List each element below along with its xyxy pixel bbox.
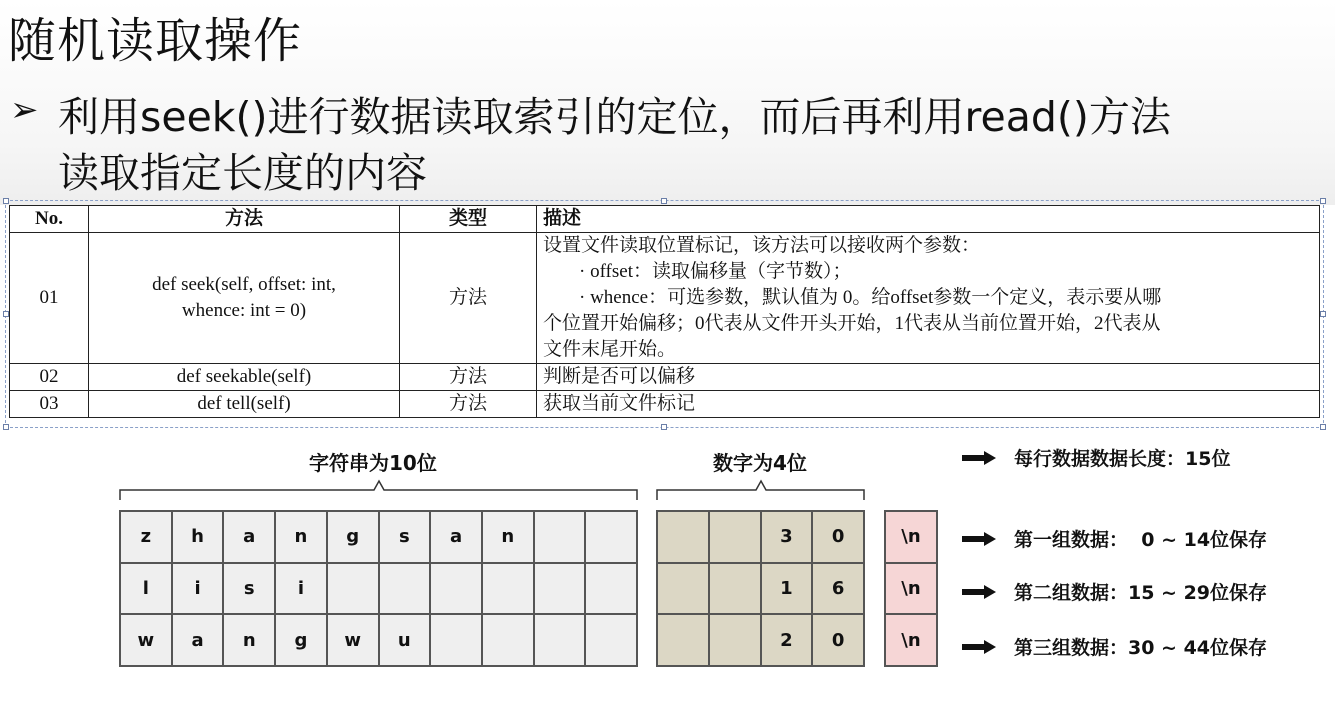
bullet-text-line-2: 读取指定长度的内容 — [58, 149, 427, 197]
string-grid — [119, 510, 638, 667]
note-group-1 — [962, 525, 1267, 552]
number-digit-cell — [709, 614, 761, 666]
desc-line: · offset：读取偏移量（字节数）； — [579, 261, 852, 282]
row-method: def seekable(self) — [89, 364, 400, 391]
bullet-arrow-icon: ➢ — [10, 90, 39, 130]
number-digit-cell — [657, 563, 709, 615]
row-type: 方法 — [400, 233, 537, 364]
row-desc: 判断是否可以偏移 — [537, 364, 1320, 391]
resize-handle[interactable] — [1320, 198, 1326, 204]
row-desc: 获取当前文件标记 — [537, 391, 1320, 418]
note-text: 第一组数据： 0 ~ 14位保存 — [1014, 529, 1268, 551]
number-digit-cell: 0 — [812, 511, 864, 563]
string-char-cell: i — [172, 563, 224, 615]
string-char-cell: n — [223, 614, 275, 666]
string-char-cell — [534, 614, 586, 666]
note-row-length — [962, 444, 1230, 471]
number-digit-cell — [709, 511, 761, 563]
number-digit-cell — [657, 511, 709, 563]
string-char-cell: a — [172, 614, 224, 666]
number-digit-cell: 3 — [761, 511, 813, 563]
newline-cell: \n — [885, 563, 937, 615]
note-group-3 — [962, 633, 1267, 660]
method-line: def seek(self, offset: int, — [152, 274, 336, 295]
resize-handle[interactable] — [3, 424, 9, 430]
string-char-cell: w — [327, 614, 379, 666]
desc-line: 文件末尾开始。 — [543, 339, 677, 360]
number-grid — [656, 510, 865, 667]
desc-line: · whence：可选参数，默认值为 0。给offset参数一个定义，表示要从哪 — [579, 287, 1162, 308]
row-no: 02 — [10, 364, 89, 391]
resize-handle[interactable] — [661, 198, 667, 204]
string-char-cell: l — [120, 563, 172, 615]
table-header-row — [10, 206, 1320, 233]
resize-handle[interactable] — [1320, 424, 1326, 430]
right-arrow-icon — [962, 532, 996, 546]
number-digit-cell — [657, 614, 709, 666]
row-type: 方法 — [400, 364, 537, 391]
string-char-cell: z — [120, 511, 172, 563]
row-method: def tell(self) — [89, 391, 400, 418]
right-arrow-icon — [962, 451, 996, 465]
string-char-cell — [482, 614, 534, 666]
number-digit-cell — [709, 563, 761, 615]
method-line: whence: int = 0) — [181, 300, 307, 321]
note-group-2 — [962, 578, 1267, 605]
number-length-label: 数字为4位 — [713, 451, 807, 475]
string-char-cell — [585, 614, 637, 666]
string-char-cell — [482, 563, 534, 615]
string-brace — [120, 481, 637, 500]
resize-handle[interactable] — [661, 424, 667, 430]
number-digit-cell: 6 — [812, 563, 864, 615]
string-char-cell — [534, 511, 586, 563]
right-arrow-icon — [962, 585, 996, 599]
slide-title: 随机读取操作 — [8, 13, 303, 69]
right-arrow-icon — [962, 640, 996, 654]
resize-handle[interactable] — [1320, 311, 1326, 317]
number-digit-cell: 2 — [761, 614, 813, 666]
row-type: 方法 — [400, 391, 537, 418]
desc-line: 设置文件读取位置标记，该方法可以接收两个参数： — [543, 235, 981, 256]
string-char-cell: n — [482, 511, 534, 563]
number-digit-cell: 1 — [761, 563, 813, 615]
number-brace — [657, 481, 864, 500]
bullet-text-line-1: 利用seek()进行数据读取索引的定位，而后再利用read()方法 — [58, 93, 1171, 141]
string-char-cell: i — [275, 563, 327, 615]
string-char-cell: a — [223, 511, 275, 563]
note-text: 第三组数据：30 ~ 44位保存 — [1014, 637, 1268, 659]
resize-handle[interactable] — [3, 198, 9, 204]
header-no: No. — [10, 206, 89, 233]
string-char-cell — [585, 511, 637, 563]
row-no: 03 — [10, 391, 89, 418]
string-char-cell: w — [120, 614, 172, 666]
string-char-cell: h — [172, 511, 224, 563]
string-char-cell — [327, 563, 379, 615]
string-char-cell — [534, 563, 586, 615]
string-char-cell — [379, 563, 431, 615]
row-no: 01 — [10, 233, 89, 364]
string-char-cell: a — [430, 511, 482, 563]
string-char-cell: u — [379, 614, 431, 666]
newline-column — [884, 510, 938, 667]
table-row — [10, 364, 1320, 391]
newline-cell: \n — [885, 614, 937, 666]
string-char-cell — [430, 563, 482, 615]
header-type: 类型 — [400, 206, 537, 233]
string-char-cell — [585, 563, 637, 615]
string-char-cell: n — [275, 511, 327, 563]
header-desc: 描述 — [537, 206, 1320, 233]
string-char-cell: g — [327, 511, 379, 563]
string-char-cell: s — [223, 563, 275, 615]
note-text: 每行数据数据长度：15位 — [1014, 448, 1231, 470]
string-char-cell — [430, 614, 482, 666]
newline-cell: \n — [885, 511, 937, 563]
string-length-label: 字符串为10位 — [309, 451, 437, 475]
string-char-cell: s — [379, 511, 431, 563]
number-digit-cell: 0 — [812, 614, 864, 666]
table-row — [10, 233, 1320, 364]
note-text: 第二组数据：15 ~ 29位保存 — [1014, 582, 1268, 604]
row-desc — [537, 233, 1320, 364]
table-row — [10, 391, 1320, 418]
row-method — [89, 233, 400, 364]
desc-line: 个位置开始偏移；0代表从文件开头开始，1代表从当前位置开始，2代表从 — [543, 313, 1161, 334]
string-char-cell: g — [275, 614, 327, 666]
header-method: 方法 — [89, 206, 400, 233]
method-table — [9, 205, 1320, 418]
